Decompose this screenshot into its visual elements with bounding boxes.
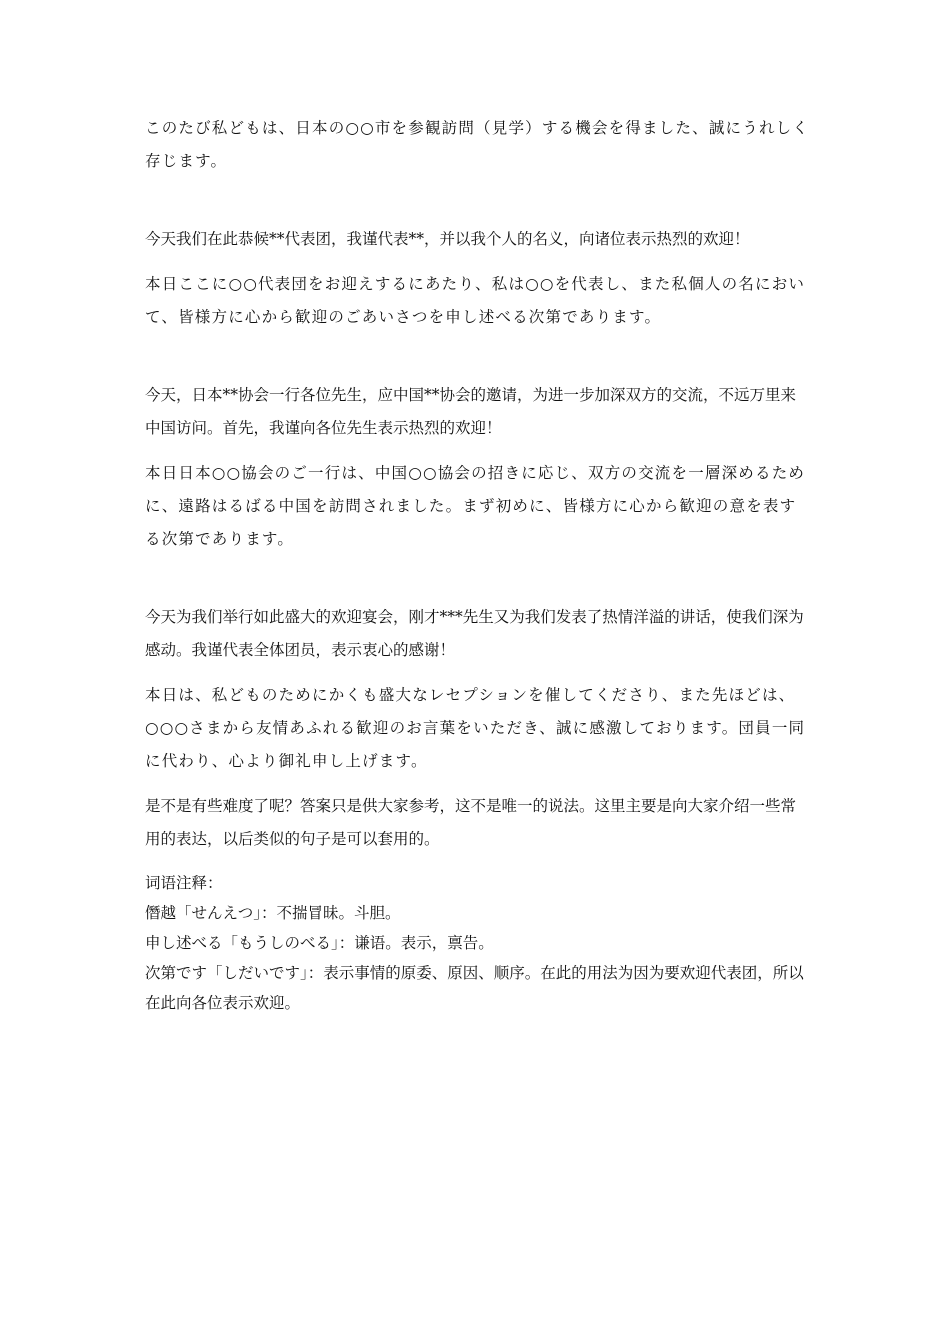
- document-body: [145, 112, 810, 1018]
- paragraph-comment: 是不是有些难度了呢？答案只是供大家参考，这不是唯一的说法。这里主要是向大家介绍一些常用的表达，以后类似的句子是可以套用的。: [145, 797, 797, 848]
- note-item-3: 次第です「しだいです」：表示事情的原委、原因、顺序。在此的用法为因为要欢迎代表团，所以在此向各位表示欢迎。: [145, 964, 804, 1012]
- paragraph-cn-1: 今天我们在此恭候**代表团，我谨代表**，并以我个人的名义，向诸位表示热烈的欢迎！: [145, 230, 750, 248]
- paragraph-jp-1: このたび私どもは、日本の○○市を参観訪問（見学）する機会を得ました、誠にうれしく存じます。: [145, 119, 810, 170]
- notes-heading: 词语注释：: [145, 874, 223, 892]
- note-item-1: 僭越「せんえつ」：不揣冒昧。斗胆。: [145, 904, 401, 922]
- paragraph-jp-3: 本日日本○○協会のご一行は、中国○○協会の招きに応じ、双方の交流を一層深めるために、遠路はるばる中国を訪問されました。まず初めに、皆様方に心から歓迎の意を表する次第であります。: [145, 464, 806, 548]
- paragraph-jp-2: 本日ここに○○代表団をお迎えするにあたり、私は○○を代表し、また私個人の名において、皆様方に心から歓迎のごあいさつを申し述べる次第であります。: [145, 275, 806, 326]
- paragraph-cn-2: 今天，日本**协会一行各位先生，应中国**协会的邀请，为进一步加深双方的交流，不远万里来中国访问。首先，我谨向各位先生表示热烈的欢迎！: [145, 386, 797, 437]
- note-item-2: 申し述べる「もうしのべる」：谦语。表示，禀告。: [145, 934, 494, 952]
- paragraph-jp-4: 本日は、私どものためにかくも盛大なレセプションを催してくださり、また先ほどは、○○○さまから友情あふれる歓迎のお言葉をいただき、誠に感激しております。団員一同に代わり、心より御礼申し上げます。: [145, 686, 806, 770]
- paragraph-cn-3: 今天为我们举行如此盛大的欢迎宴会，刚才***先生又为我们发表了热情洋溢的讲话，使我们深为感动。我谨代表全体团员，表示衷心的感谢！: [145, 608, 804, 659]
